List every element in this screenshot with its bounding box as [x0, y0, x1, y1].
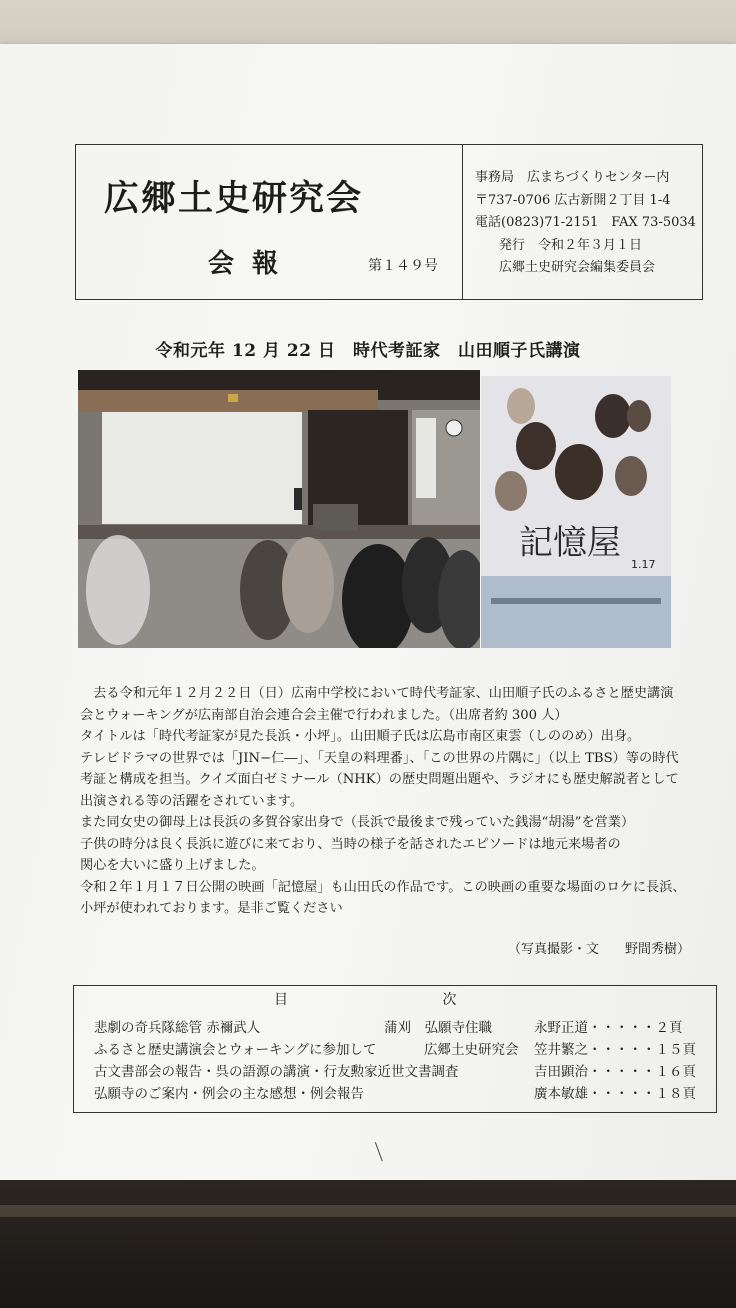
- issue-number: 第１４９号: [368, 258, 438, 274]
- body-line: 子供の時分は良く長浜に遊びに来ており、当時の様子を話されたエピソードは地元来場者の: [80, 836, 621, 852]
- article-body: [80, 683, 705, 920]
- body-line: 考証と構成を担当。クイズ面白ゼミナール（NHK）の歴史問題出題や、ラジオにも歴史解説者として: [80, 772, 679, 787]
- body-line: 令和２年１月１７日公開の映画「記憶屋」も山田氏の作品です。この映画の重要な場面のロケに長浜、: [80, 879, 686, 895]
- body-line: 会とウォーキングが広南部自治会連合会主催で行われました。（出席者約 300 人）: [80, 707, 568, 723]
- body-line: また同女史の御母上は長浜の多賀谷家出身で（長浜で最後まで残っていた銭湯“胡湯”を営業）: [80, 815, 635, 830]
- body-line: 去る令和元年１２月２２日（日）広南中学校において時代考証家、山田順子氏のふるさと歴史講演: [80, 686, 674, 701]
- movie-poster-photo: [481, 376, 671, 648]
- toc-article-affiliation: 蒲刈 弘願寺住職: [384, 1020, 492, 1036]
- newsletter-subtitle: 会報: [208, 249, 297, 279]
- toc-article-affiliation: 広郷土史研究会: [424, 1042, 519, 1058]
- toc-row: [94, 1082, 714, 1102]
- office-line: 事務局 広まちづくりセンター内: [475, 170, 670, 185]
- masthead-title-block: [76, 145, 463, 299]
- newsletter-title: 広郷土史研究会: [104, 179, 364, 219]
- toc-row: [94, 1060, 714, 1080]
- toc-author-page: 吉田顕治・・・・・１６頁: [534, 1064, 696, 1080]
- toc-heading: [274, 989, 456, 1009]
- toc-article-title: 古文書部会の報告・呉の語源の講演・行友勲家近世文書調査: [94, 1064, 459, 1080]
- table-of-contents: [73, 985, 717, 1113]
- movie-poster-illustration: [481, 376, 671, 648]
- toc-row: [94, 1016, 714, 1036]
- toc-author-page: 廣本敏雄・・・・・１８頁: [534, 1086, 696, 1102]
- body-line: 出演される等の活躍をされています。: [80, 793, 304, 809]
- toc-article-title: 弘願寺のご案内・例会の主な感想・例会報告: [94, 1086, 364, 1102]
- body-line: 小坪が使われております。是非ご覧ください: [80, 901, 343, 916]
- toc-author-page: 永野正道・・・・・２頁: [534, 1020, 683, 1036]
- article-headline: 令和元年 12 月 22 日 時代考証家 山田順子氏講演: [155, 341, 581, 361]
- office-line: 発行 令和２年３月１日: [499, 237, 643, 253]
- photo-credit: （写真撮影・文 野間秀樹）: [508, 942, 691, 957]
- poster-date: 1.17: [631, 558, 656, 571]
- desk-surface: [0, 1180, 736, 1308]
- office-line: 広郷土史研究会編集委員会: [499, 260, 656, 275]
- lecture-hall-photo: [78, 370, 480, 648]
- body-line: 関心を大いに盛り上げました。: [80, 858, 265, 873]
- poster-title: 記憶屋: [519, 523, 621, 563]
- toc-article-title: ふるさと歴史講演会とウォーキングに参加して: [94, 1042, 377, 1058]
- body-line: タイトルは「時代考証家が見た長浜・小坪」。山田順子氏は広島市南区東雲（しののめ）出身。: [80, 729, 641, 744]
- toc-heading-char: 次: [442, 992, 457, 1008]
- lecture-hall-illustration: [78, 370, 480, 648]
- masthead: [75, 144, 703, 300]
- toc-author-page: 笠井繁之・・・・・１５頁: [534, 1042, 696, 1058]
- toc-article-title: 悲劇の奇兵隊総管 赤禰武人: [94, 1020, 261, 1036]
- body-line: テレビドラマの世界では「JIN−仁―」、「天皇の料理番」、「この世界の片隅に」（以上 TBS）等の時代: [80, 750, 679, 766]
- office-info: [463, 145, 702, 299]
- toc-heading-char: 目: [274, 992, 288, 1008]
- office-line: 〒737-0706 広古新開２丁目 1-4: [475, 192, 671, 208]
- toc-row: [94, 1038, 714, 1058]
- desk-edge: [0, 1205, 736, 1217]
- office-line: 電話(0823)71-2151 FAX 73-5034: [475, 215, 696, 230]
